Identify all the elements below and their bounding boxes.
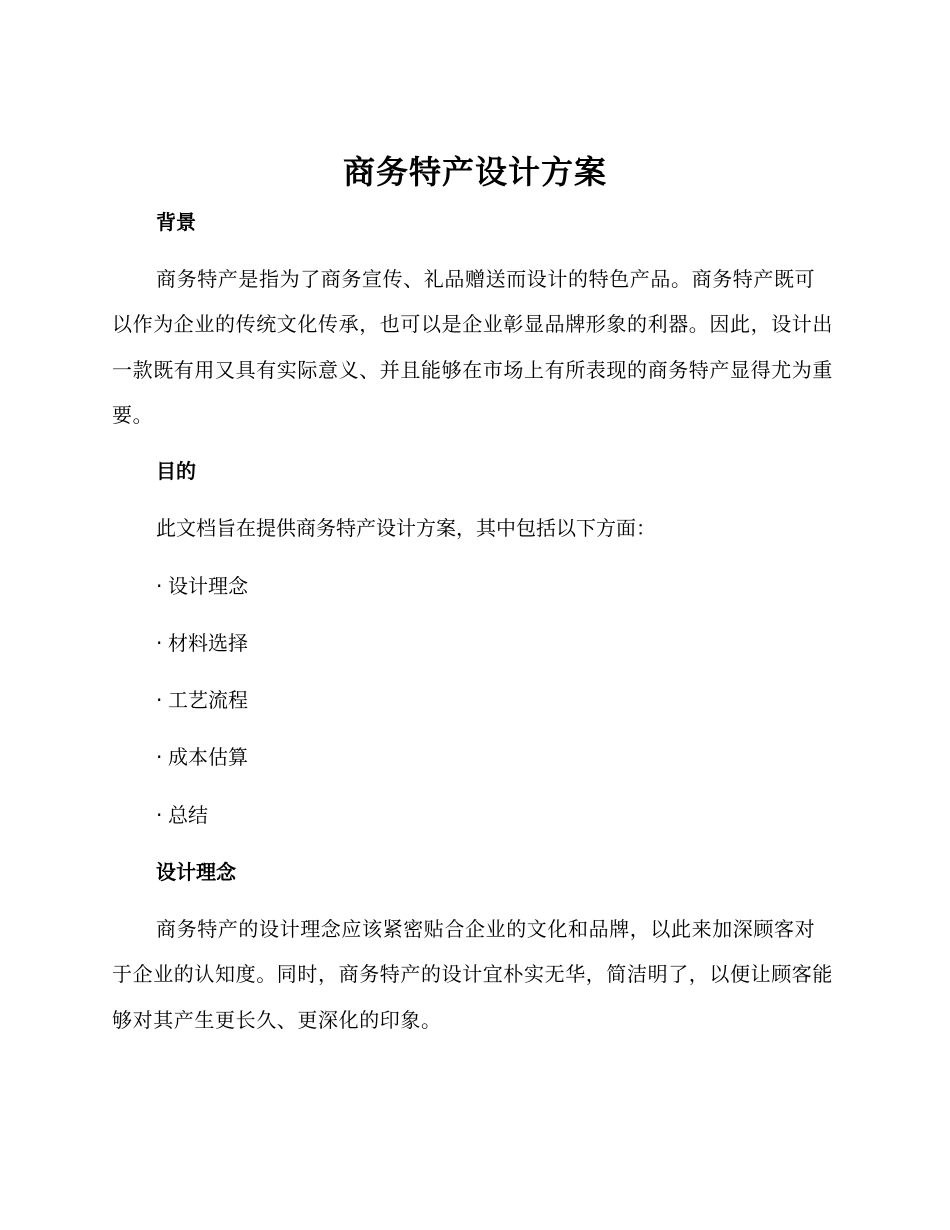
bullet-text: 工艺流程 <box>168 688 248 712</box>
purpose-intro: 此文档旨在提供商务特产设计方案，其中包括以下方面： <box>156 516 656 540</box>
bullet-marker: · <box>156 803 163 827</box>
bullet-text: 材料选择 <box>168 631 248 655</box>
section-heading-background: 背景 <box>156 210 196 234</box>
bullet-marker: · <box>156 745 163 769</box>
bullet-text: 成本估算 <box>168 745 248 769</box>
bullet-item <box>156 628 248 658</box>
bullet-item <box>156 571 248 601</box>
document-title: 商务特产设计方案 <box>342 153 607 191</box>
bullet-marker: · <box>156 574 163 598</box>
bullet-text: 设计理念 <box>168 574 248 598</box>
section-heading-purpose: 目的 <box>156 459 196 483</box>
bullet-marker: · <box>156 631 163 655</box>
section-paragraph-background: 商务特产是指为了商务宣传、礼品赠送而设计的特色产品。商务特产既可以作为企业的传统文化传承，也可以是企业彰显品牌形象的利器。因此，设计出一款既有用又具有实际意义、并且能够在市场上有所表现的商务特产显得尤为重要。 <box>112 267 833 427</box>
section-heading-design-concept: 设计理念 <box>156 860 236 884</box>
bullet-item <box>156 685 248 715</box>
section-paragraph-design-concept: 商务特产的设计理念应该紧密贴合企业的文化和品牌，以此来加深顾客对于企业的认知度。同时，商务特产的设计宜朴实无华，简洁明了，以便让顾客能够对其产生更长久、更深化的印象。 <box>112 917 833 1032</box>
bullet-text: 总结 <box>168 803 208 827</box>
bullet-marker: · <box>156 688 163 712</box>
bullet-item <box>156 742 248 772</box>
bullet-item <box>156 800 208 830</box>
